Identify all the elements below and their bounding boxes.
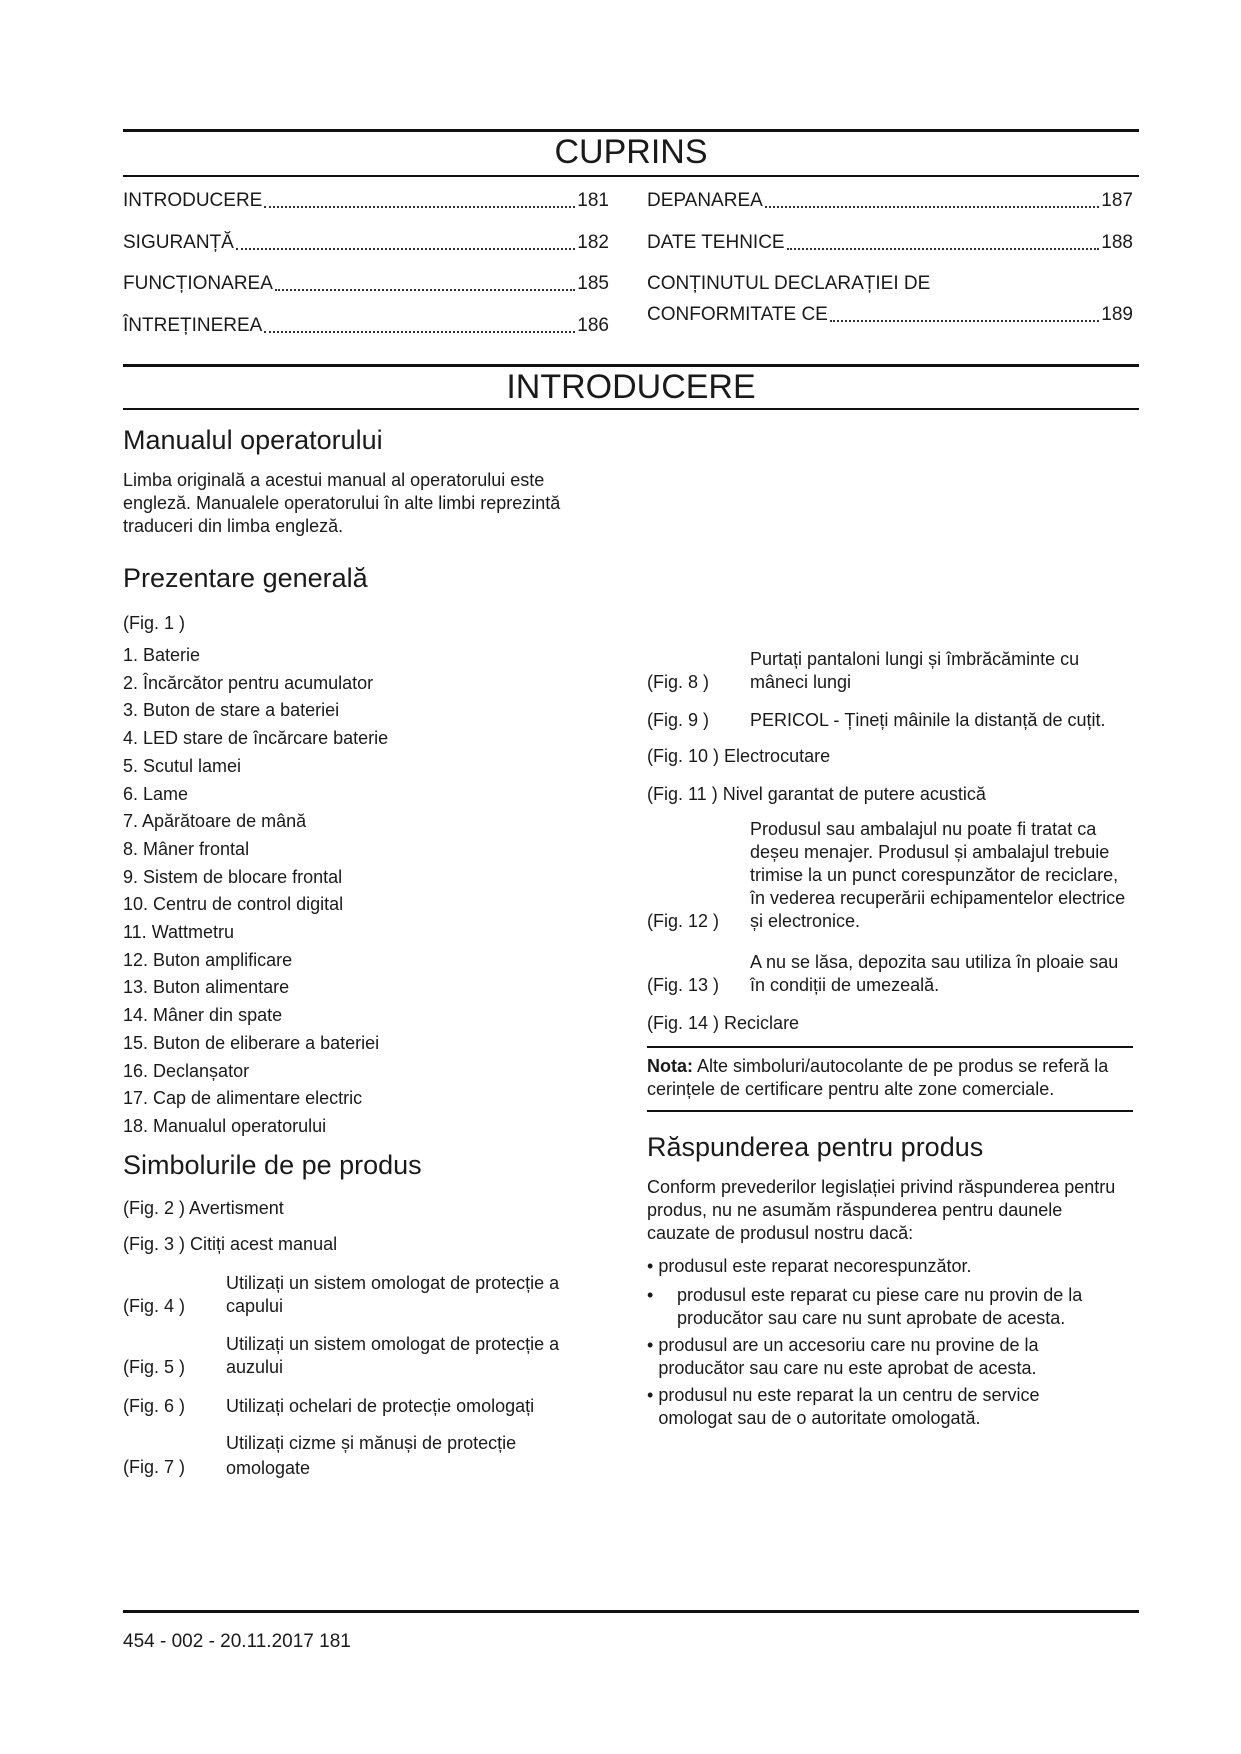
toc-entry[interactable] [123, 189, 609, 213]
symbol-text: Utilizați ochelari de protecție omologați [226, 1396, 535, 1416]
symbol-fig-ref: (Fig. 11 ) [647, 784, 718, 804]
toc-entry[interactable] [647, 303, 1133, 327]
symbol-fig-ref: (Fig. 9 ) [647, 710, 710, 730]
symbol-row [647, 818, 1139, 933]
list-item: 3. Buton de stare a bateriei [123, 700, 340, 721]
symbol-fig-ref: (Fig. 14 ) [647, 1013, 720, 1033]
list-item: 6. Lame [123, 783, 189, 804]
symbol-text: Produsul sau ambalajul nu poate fi tratat ca deșeu menajer. Produsul și ambalajul trebuie trimise la un punct corespunzător de reciclare, în vederea recuperării echipamentelor electrice și electronice. [750, 819, 1126, 931]
symbol-text: Utilizați un sistem omologat de protecție a capului [226, 1273, 560, 1316]
list-item: 18. Manualul operatorului [123, 1115, 327, 1136]
footer-text: 454 - 002 - 20.11.2017 181 [123, 1631, 351, 1652]
overview-heading: Prezentare generală [123, 563, 368, 593]
list-item: 17. Cap de alimentare electric [123, 1088, 363, 1109]
toc-entry-label: ÎNTREȚINEREA [123, 315, 263, 336]
parts-list [123, 642, 603, 1141]
symbol-row [647, 745, 1139, 768]
symbol-text: Citiți acest manual [190, 1234, 338, 1254]
symbol-text: A nu se lăsa, depozita sau utiliza în ploaie sau în condiții de umezeală. [750, 952, 1119, 995]
symbol-fig-ref: (Fig. 12 ) [647, 911, 720, 931]
list-item: 10. Centru de control digital [123, 894, 344, 915]
intro-title: INTRODUCERE [506, 368, 756, 406]
list-item: 9. Sistem de blocare frontal [123, 866, 343, 887]
note-text: Alte simboluri/autocolante de pe produs se referă la cerințele de certificare pentru alte zone comerciale. [647, 1056, 1109, 1099]
note-label: Nota: [647, 1056, 693, 1076]
toc-entry-label: INTRODUCERE [123, 190, 263, 211]
symbol-row [123, 1233, 613, 1256]
note-top-rule [647, 1046, 1133, 1048]
toc-entry-label: DEPANAREA [647, 190, 763, 211]
footer-rule [123, 1610, 1139, 1613]
toc-bottom-rule [123, 175, 1139, 177]
symbol-fig-ref: (Fig. 4 ) [123, 1296, 186, 1316]
symbol-row [123, 1272, 613, 1318]
symbol-text: PERICOL - Țineți mâinile la distanță de cuțit. [750, 710, 1106, 730]
list-item: 1. Baterie [123, 645, 201, 665]
manual-text: Limba originală a acestui manual al operatorului este engleză. Manualele operatorului în alte limbi reprezintă traduceri din limba engleză. [123, 470, 561, 536]
list-item: • produsul este reparat necorespunzător. [647, 1256, 972, 1276]
symbol-row [647, 783, 1139, 806]
symbol-fig-ref: (Fig. 10 ) [647, 746, 720, 766]
overview-fig-ref: (Fig. 1 ) [123, 613, 186, 633]
toc-entry-label: CONFORMITATE CE [647, 304, 828, 325]
symbol-fig-ref: (Fig. 3 ) [123, 1234, 186, 1254]
toc-entry[interactable] [647, 189, 1133, 213]
toc-entry-page: 181 [577, 190, 609, 211]
symbol-text: Nivel garantat de putere acustică [722, 784, 986, 804]
list-item: 13. Buton alimentare [123, 977, 290, 998]
toc-entry-label: FUNCȚIONAREA [123, 273, 273, 294]
list-item: 8. Mâner frontal [123, 838, 250, 859]
symbol-row [647, 648, 1139, 694]
symbol-fig-ref: (Fig. 6 ) [123, 1396, 186, 1416]
symbol-text: Reciclare [724, 1013, 800, 1033]
toc-entry-page: 187 [1101, 190, 1133, 211]
toc-entry[interactable] [123, 231, 609, 255]
symbol-text: Utilizați un sistem omologat de protecție a auzului [226, 1334, 560, 1377]
toc-entry-page: 186 [577, 315, 609, 336]
toc-title: CUPRINS [554, 133, 708, 171]
symbol-text: Avertisment [189, 1198, 284, 1218]
symbol-row [123, 1333, 613, 1379]
list-item: 4. LED stare de încărcare baterie [123, 728, 389, 749]
toc-entry-page: 182 [577, 232, 609, 253]
symbol-row [123, 1431, 613, 1477]
list-item: 14. Mâner din spate [123, 1005, 283, 1026]
symbol-fig-ref: (Fig. 7 ) [123, 1457, 186, 1477]
symbol-fig-ref: (Fig. 13 ) [647, 975, 720, 995]
toc-entry-label: SIGURANȚĂ [123, 232, 234, 253]
intro-bottom-rule [123, 408, 1139, 410]
toc-entry[interactable] [123, 314, 609, 338]
symbol-text: Electrocutare [724, 746, 831, 766]
manual-heading: Manualul operatorului [123, 425, 383, 455]
symbol-row [647, 951, 1139, 997]
toc-entry-page: 189 [1101, 304, 1133, 325]
list-item: • produsul are un accesoriu care nu provine de la producător sau care nu este aprobat de acesta. [647, 1335, 1039, 1378]
symbol-row [647, 1012, 1139, 1035]
toc-entry-label: DATE TEHNICE [647, 232, 785, 253]
list-item: 16. Declanșator [123, 1060, 250, 1081]
list-item: • produsul nu este reparat la un centru de service omologat sau de o autoritate omologată. [647, 1385, 1040, 1428]
toc-entry[interactable] [647, 231, 1133, 255]
symbol-fig-ref: (Fig. 8 ) [647, 672, 710, 692]
symbol-fig-ref: (Fig. 2 ) [123, 1198, 186, 1218]
symbol-text: Purtați pantaloni lungi și îmbrăcăminte cu mâneci lungi [750, 649, 1080, 692]
liability-text: Conform prevederilor legislației privind răspunderea pentru produs, nu ne asumăm răspunderea pentru daunele cauzate de produsul nostru dacă: [647, 1177, 1116, 1243]
list-item: 15. Buton de eliberare a bateriei [123, 1032, 380, 1053]
liability-heading: Răspunderea pentru produs [647, 1132, 984, 1162]
list-item: 7. Apărătoare de mână [123, 811, 307, 832]
note-bottom-rule [647, 1110, 1133, 1112]
list-item: • produsul este reparat cu piese care nu provin de la producător sau care nu sunt aprobate de acesta. [647, 1285, 1083, 1328]
toc-entry-page: 188 [1101, 232, 1133, 253]
symbol-text: Utilizați cizme și mănuși de protecție omologate [226, 1433, 517, 1478]
toc-entry[interactable] [123, 272, 609, 296]
symbols-heading: Simbolurile de pe produs [123, 1150, 422, 1180]
symbol-fig-ref: (Fig. 5 ) [123, 1357, 186, 1377]
list-item: 2. Încărcător pentru acumulator [123, 672, 374, 693]
symbol-row [123, 1197, 613, 1220]
toc-entry-label-line1: CONȚINUTUL DECLARAȚIEI DE [647, 273, 931, 294]
list-item: 12. Buton amplificare [123, 949, 293, 970]
note [647, 1055, 1133, 1101]
toc-entry-page: 185 [577, 273, 609, 294]
list-item: 5. Scutul lamei [123, 755, 242, 776]
list-item: 11. Wattmetru [123, 922, 235, 943]
